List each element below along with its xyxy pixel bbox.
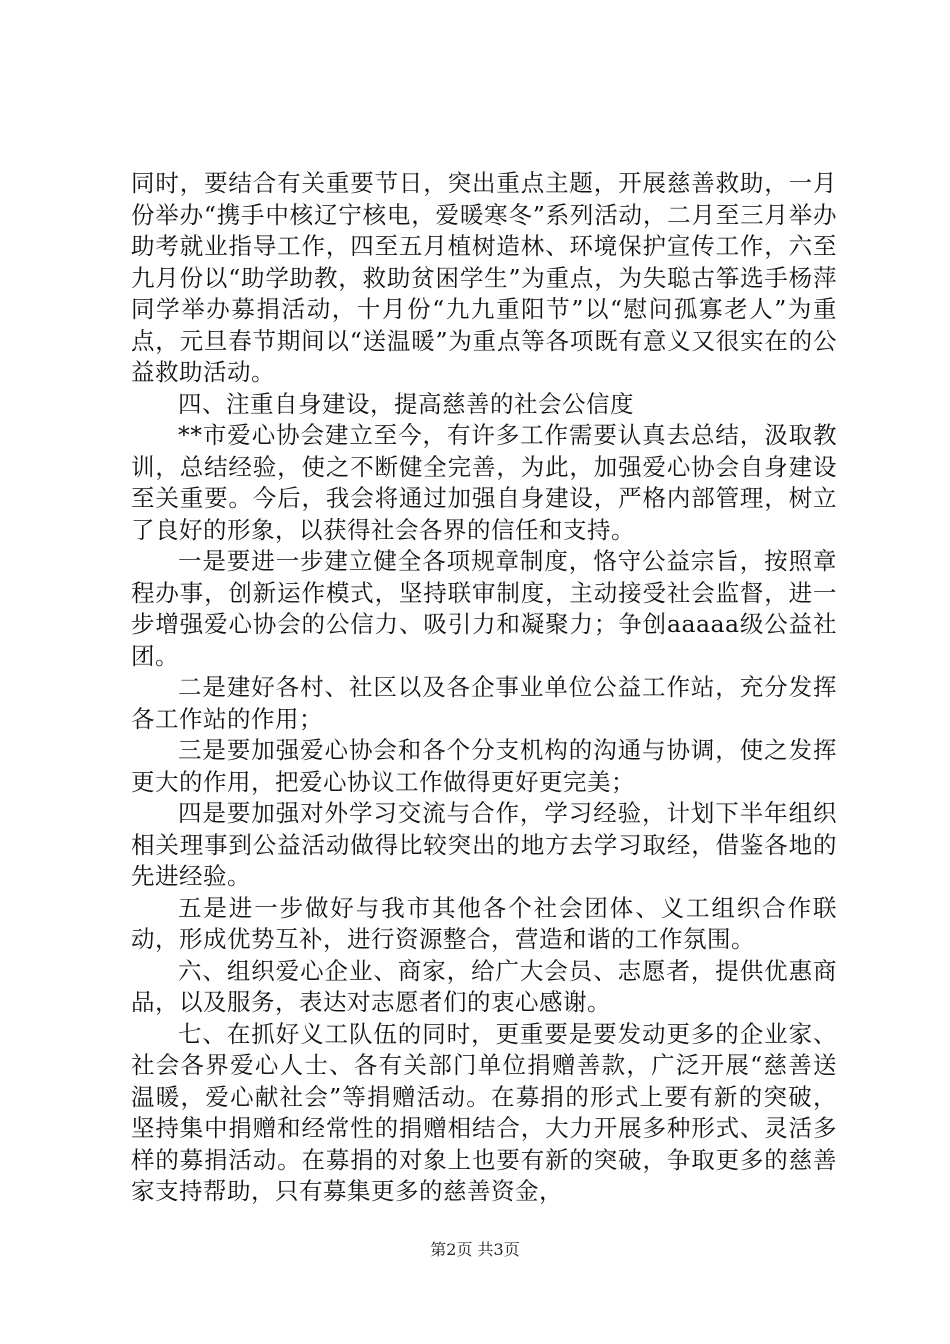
paragraph-intro: **市爱心协会建立至今，有许多工作需要认真去总结，汲取教训，总结经验，使之不断健全完善，为此，加强爱心协会自身建设至关重要。今后，我会将通过加强自身建设，严格内部管理，树立了良好的形象，以获得社会各界的信任和支持。	[131, 421, 837, 544]
document-body	[131, 168, 837, 1208]
paragraph-item-1: 一是要进一步建立健全各项规章制度，恪守公益宗旨，按照章程办事，创新运作模式，坚持联审制度，主动接受社会监督，进一步增强爱心协会的公信力、吸引力和凝聚力；争创aaaaa级公益社团。	[131, 547, 837, 670]
paragraph-item-3: 三是要加强爱心协会和各个分支机构的沟通与协调，使之发挥更大的作用，把爱心协议工作做得更好更完美；	[131, 736, 837, 796]
paragraph-section-7: 七、在抓好义工队伍的同时，更重要是要发动更多的企业家、社会各界爱心人士、各有关部门单位捐赠善款，广泛开展“慈善送温暖，爱心献社会”等捐赠活动。在募捐的形式上要有新的突破，坚持集中捐赠和经常性的捐赠相结合，大力开展多种形式、灵活多样的募捐活动。在募捐的对象上也要有新的突破，争取更多的慈善家支持帮助，只有募集更多的慈善资金，	[131, 1019, 837, 1205]
paragraph-continuation: 同时，要结合有关重要节日，突出重点主题，开展慈善救助，一月份举办“携手中核辽宁核电，爱暖寒冬”系列活动，二月至三月举办助考就业指导工作，四至五月植树造林、环境保护宣传工作，六至九月份以“助学助教，救助贫困学生”为重点，为失聪古筝选手杨萍同学举办募捐活动，十月份“九九重阳节”以“慰问孤寡老人”为重点，元旦春节期间以“送温暖”为重点等各项既有意义又很实在的公益救助活动。	[131, 169, 837, 386]
paragraph-item-4: 四是要加强对外学习交流与合作，学习经验，计划下半年组织相关理事到公益活动做得比较突出的地方去学习取经，借鉴各地的先进经验。	[131, 799, 837, 890]
section-heading: 四、注重自身建设，提高慈善的社会公信度	[178, 389, 634, 418]
paragraph-section-6: 六、组织爱心企业、商家，给广大会员、志愿者，提供优惠商品，以及服务，表达对志愿者们的衷心感谢。	[131, 956, 837, 1016]
paragraph-item-5: 五是进一步做好与我市其他各个社会团体、义工组织合作联动，形成优势互补，进行资源整合，营造和谐的工作氛围。	[131, 893, 837, 953]
paragraph-item-2: 二是建好各村、社区以及各企事业单位公益工作站，充分发挥各工作站的作用；	[131, 673, 837, 733]
page-number-footer: 第2页 共3页	[430, 1240, 520, 1259]
